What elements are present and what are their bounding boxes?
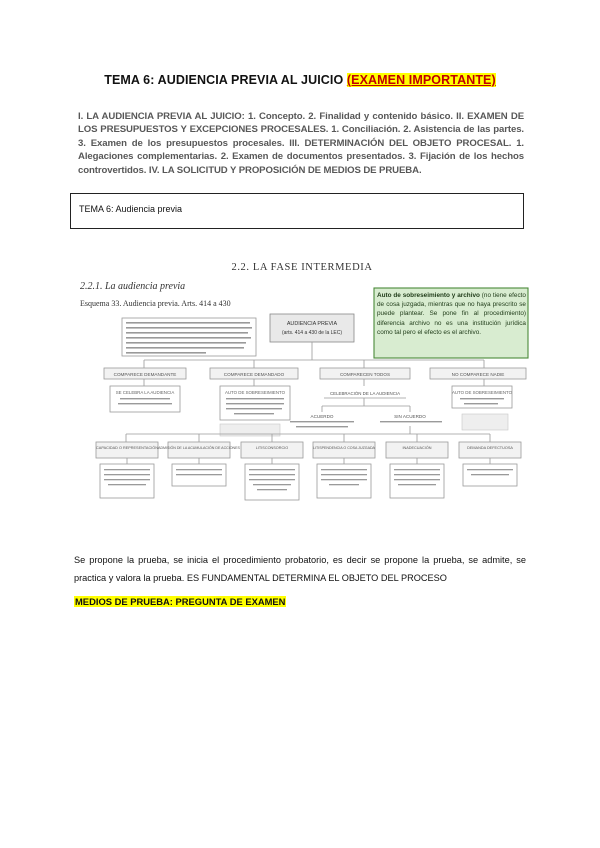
subheading: 2.2.1. La audiencia previa (80, 281, 186, 292)
note-text-wrap (377, 291, 526, 357)
bottom-row (96, 442, 521, 500)
paragraph-emphasis: ES FUNDAMENTAL DETERMINA EL OBJETO DEL PROCESO (186, 573, 447, 583)
audiencia-previa-scheme (74, 256, 530, 531)
topic-box-label: TEMA 6: Audiencia previa (79, 204, 183, 214)
main-box (270, 314, 354, 342)
bottom-item-litispendencia (313, 442, 376, 498)
svg-text:INADECUACIÓN: INADECUACIÓN (402, 446, 432, 450)
note-body: (no tiene efecto de cosa juzgada, mientras que no haya prescrito se puede plantear. Se pone fin al procedimiento) diferencia archivo no es una institución jurídica como tal pero el efecto es el archivo. (377, 292, 526, 336)
bottom-item-inadecuacion (386, 442, 448, 498)
intro-text-block (122, 318, 256, 356)
agreement-no: SIN ACUERDO (394, 414, 426, 419)
body-paragraph (74, 551, 526, 587)
bottom-item-capacidad (96, 442, 158, 498)
section-heading: 2.2. LA FASE INTERMEDIA (231, 262, 373, 273)
result-todos: CELEBRACIÓN DE LA AUDIENCIA (329, 391, 401, 396)
agreement-yes: ACUERDO (310, 414, 334, 419)
branch-headers (104, 368, 526, 379)
faded-box-nadie (462, 414, 508, 430)
result-demandado: AUTO DE SOBRESEIMIENTO (224, 390, 286, 395)
topic-summary: I. LA AUDIENCIA PREVIA AL JUICIO: 1. Concepto. 2. Finalidad y contenido básico. II. EXAMEN DE LOS PRESUPUESTOS Y EXCEPCIONES PROCESALES. 1. Conciliación. 2. Asistencia de las partes. 3. Examen de los presupuestos procesales. III. DETERMINACIÓN DEL OBJETO PROCESAL. 1. Alegaciones complementarias. 2. Examen de documentos presentados. 3. Fijación de los hechos controvertidos. IV. LA SOLICITUD Y PROPOSICIÓN DE MEDIOS DE PRUEBA. (78, 111, 524, 176)
title-highlight: (EXAMEN IMPORTANTE) (346, 73, 496, 87)
topic-box (70, 193, 524, 229)
title-main: TEMA 6: AUDIENCIA PREVIA AL JUICIO (104, 73, 347, 87)
svg-text:ADMISIÓN DE LA ACUMULACIÓN DE: ADMISIÓN DE LA ACUMULACIÓN DE ACCIONES (158, 446, 240, 450)
branch-nadie: NO COMPARECE NADIE (451, 372, 505, 377)
scheme-svg (74, 256, 530, 531)
paragraph-text: Se propone la prueba, se inicia el procedimiento probatorio, es decir se propone la prueba, se admite, se practica y valora la prueba. (74, 555, 526, 583)
svg-text:LITISPENDENCIA O COSA JUZGADA: LITISPENDENCIA O COSA JUZGADA (313, 446, 375, 450)
main-box-line2: (arts. 414 a 430 de la LEC) (281, 330, 343, 336)
bottom-item-acumulacion (158, 442, 240, 486)
branch-demandante: COMPARECE DEMANDANTE (113, 372, 177, 377)
branch-todos: COMPARECEN TODOS (339, 372, 391, 377)
main-box-line1: AUDIENCIA PREVIA (286, 321, 338, 327)
svg-text:DEMANDA DEFECTUOSA: DEMANDA DEFECTUOSA (467, 446, 513, 450)
bottom-item-demanda-defectuosa (459, 442, 521, 486)
svg-text:LITISCONSORCIO: LITISCONSORCIO (255, 446, 289, 450)
result-nadie: AUTO DE SOBRESEIMIENTO (451, 390, 513, 395)
page-title (0, 73, 600, 87)
bottom-item-litisconsorcio (241, 442, 303, 500)
svg-text:CAPACIDAD O REPRESENTACIÓN: CAPACIDAD O REPRESENTACIÓN (96, 446, 158, 450)
scheme-caption: Esquema 33. Audiencia previa. Arts. 414 a 430 (80, 299, 231, 308)
branch-demandado: COMPARECE DEMANDADO (223, 372, 285, 377)
medios-prueba-heading: MEDIOS DE PRUEBA: PREGUNTA DE EXAMEN (75, 596, 286, 607)
result-demandante: SE CELEBRA LA AUDIENCIA (115, 390, 175, 395)
note-title: Auto de sobreseimiento y archivo (377, 292, 480, 299)
